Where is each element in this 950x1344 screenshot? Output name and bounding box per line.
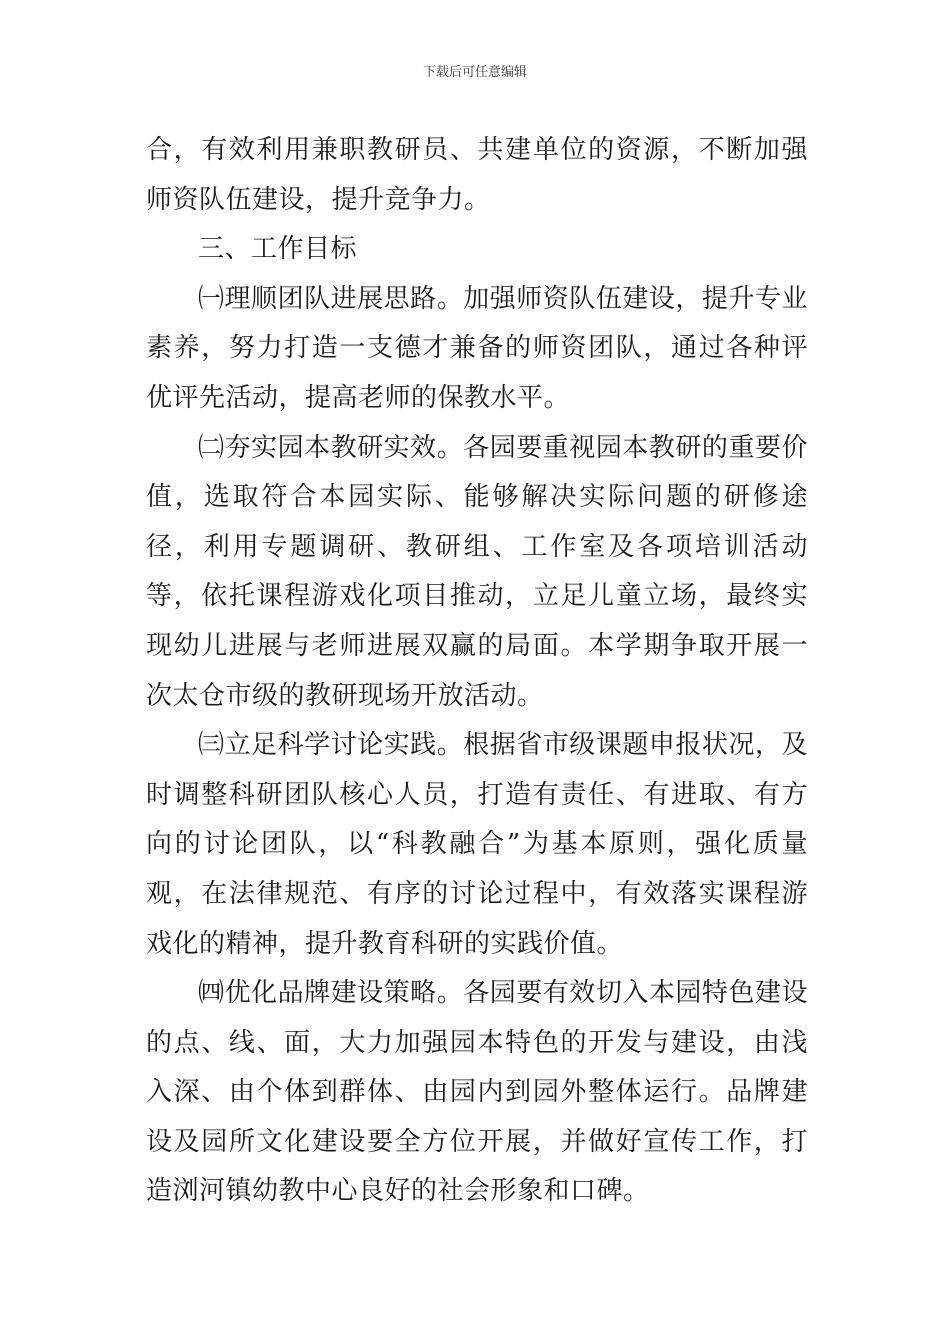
paragraph-goal-3: ㈢立足科学讨论实践。根据省市级课题申报状况，及时调整科研团队核心人员，打造有责任、有进取、有方向的讨论团队，以“科教融合”为基本原则，强化质量观，在法律规范、有序的讨论过程中，有效落实课程游戏化的精神，提升教育科研的实践价值。 (146, 730, 808, 959)
document-body (146, 126, 808, 1217)
paragraph-goal-2: ㈡夯实园本教研实效。各园要重视园本教研的重要价值，选取符合本园实际、能够解决实际问题的研修途径，利用专题调研、教研组、工作室及各项培训活动等，依托课程游戏化项目推动，立足儿童立场，最终实现幼儿进展与老师进展双赢的局面。本学期争取开展一次太仓市级的教研现场开放活动。 (146, 432, 808, 711)
paragraph-goal-4: ㈣优化品牌建设策略。各园要有效切入本园特色建设的点、线、面，大力加强园本特色的开发与建设，由浅入深、由个体到群体、由园内到园外整体运行。品牌建设及园所文化建设要全方位开展，并做好宣传工作，打造浏河镇幼教中心良好的社会形象和口碑。 (146, 978, 808, 1207)
page-header: 下载后可任意编辑 (422, 65, 527, 80)
section-heading: 三、工作目标 (198, 234, 358, 265)
paragraph-goal-1: ㈠理顺团队进展思路。加强师资队伍建设，提升专业素养，努力打造一支德才兼备的师资团队，通过各种评优评先活动，提高老师的保教水平。 (146, 283, 808, 413)
paragraph-continuation: 合，有效利用兼职教研员、共建单位的资源，不断加强师资队伍建设，提升竞争力。 (146, 135, 808, 215)
